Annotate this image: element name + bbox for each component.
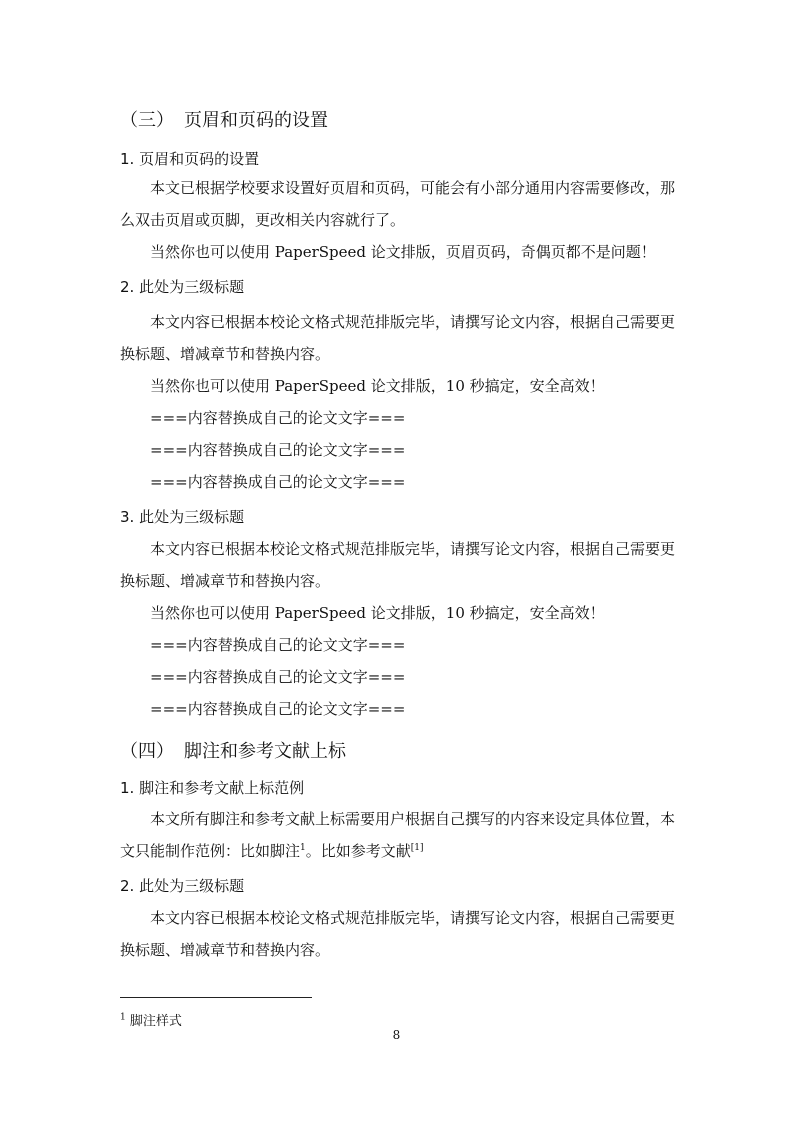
- section-heading-4: [120, 737, 346, 763]
- footnote-separator: [120, 997, 312, 998]
- subheading-4-1: 1. 脚注和参考文献上标范例: [120, 779, 305, 797]
- section-heading-3-number: （三）: [120, 110, 174, 131]
- paragraph-3-3-a: 本文内容已根据本校论文格式规范排版完毕，请撰写论文内容，根据自己需要更换标题、增减章节和替换内容。: [120, 540, 676, 590]
- placeholder-line: ===内容替换成自己的论文文字===: [150, 409, 406, 427]
- subheading-3-3: 3. 此处为三级标题: [120, 508, 245, 526]
- subheading-3-2: 2. 此处为三级标题: [120, 278, 245, 296]
- section-heading-3: [120, 106, 328, 132]
- paragraph-3-2-a: 本文内容已根据本校论文格式规范排版完毕，请撰写论文内容，根据自己需要更换标题、增减章节和替换内容。: [120, 313, 676, 363]
- subheading-4-2: 2. 此处为三级标题: [120, 877, 245, 895]
- paragraph-3-1-a: 本文已根据学校要求设置好页眉和页码，可能会有小部分通用内容需要修改，那么双击页眉或页脚，更改相关内容就行了。: [120, 179, 676, 229]
- paragraph-3-3-b: 当然你也可以使用 PaperSpeed 论文排版，10 秒搞定，安全高效！: [150, 604, 605, 622]
- footnote-number: 1: [120, 1012, 126, 1023]
- footnote: [120, 1010, 182, 1029]
- placeholder-line: ===内容替换成自己的论文文字===: [150, 441, 406, 459]
- footnote-marker[interactable]: 1: [300, 843, 306, 853]
- reference-marker[interactable]: [1]: [410, 843, 424, 853]
- subheading-3-1: 1. 页眉和页码的设置: [120, 150, 260, 168]
- section-heading-4-number: （四）: [120, 741, 174, 762]
- paragraph-3-1-b: 当然你也可以使用 PaperSpeed 论文排版，页眉页码，奇偶页都不是问题！: [150, 243, 656, 261]
- section-heading-4-text: 脚注和参考文献上标: [184, 741, 346, 762]
- placeholder-line: ===内容替换成自己的论文文字===: [150, 636, 406, 654]
- paragraph-4-1: [120, 803, 675, 867]
- page-number: 8: [392, 1028, 401, 1042]
- paragraph-3-2-b: 当然你也可以使用 PaperSpeed 论文排版，10 秒搞定，安全高效！: [150, 377, 605, 395]
- footnote-text: 脚注样式: [129, 1014, 182, 1029]
- placeholder-line: ===内容替换成自己的论文文字===: [150, 700, 406, 718]
- section-heading-3-text: 页眉和页码的设置: [184, 110, 328, 131]
- placeholder-line: ===内容替换成自己的论文文字===: [150, 668, 406, 686]
- placeholder-line: ===内容替换成自己的论文文字===: [150, 473, 406, 491]
- paragraph-4-1-lead: 本文所有脚注和参考文献上标需要用户根据自己撰写的内容来设定具体位置，本文只能制作范例：比如脚注: [120, 810, 676, 860]
- paragraph-4-1-mid: 。比如参考文献: [305, 842, 411, 860]
- paragraph-4-2: 本文内容已根据本校论文格式规范排版完毕，请撰写论文内容，根据自己需要更换标题、增减章节和替换内容。: [120, 909, 676, 959]
